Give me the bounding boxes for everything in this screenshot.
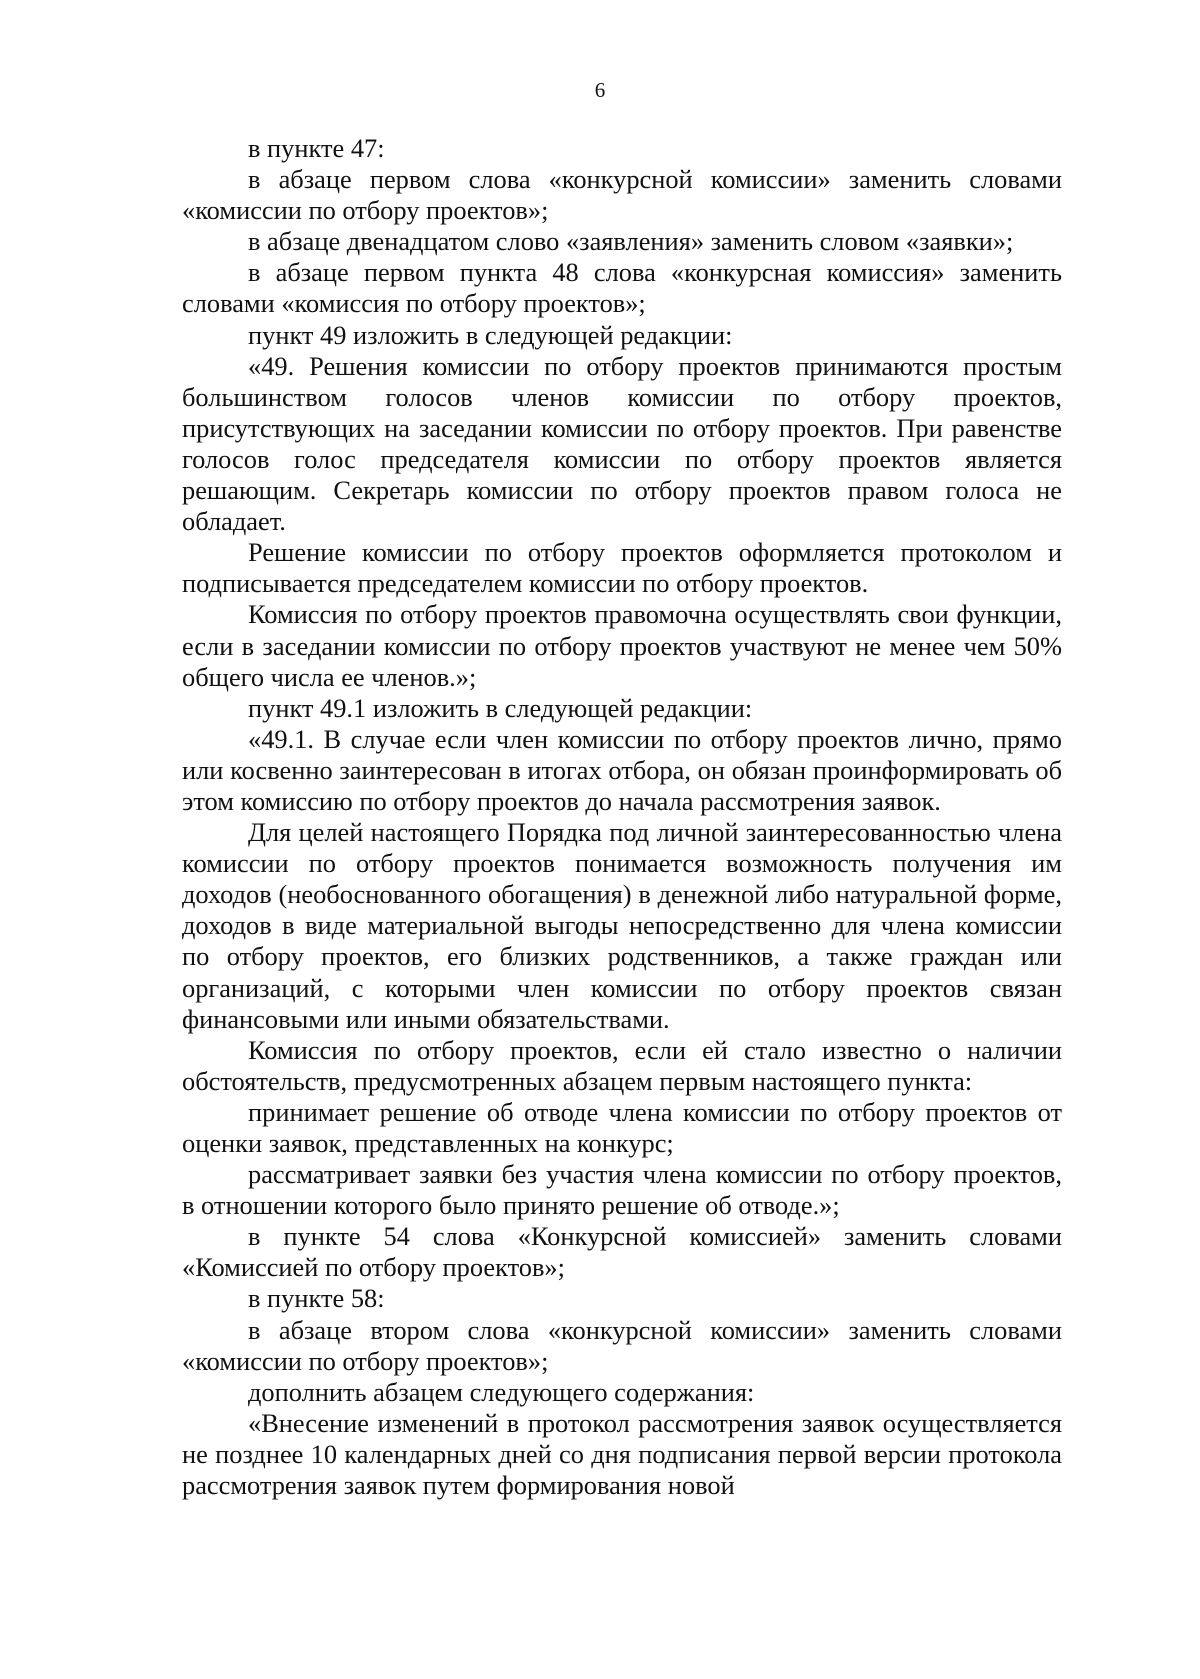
paragraph: дополнить абзацем следующего содержания: — [248, 1376, 755, 1407]
paragraph: в абзаце втором слова «конкурсной комиссии» заменить словами «комиссии по отбору проектов»; — [182, 1314, 1062, 1376]
paragraph: Для целей настоящего Порядка под личной заинтересованностью члена комиссии по отбору проектов понимается возможность получения им доходов (необоснованного обогащения) в денежной либо натуральной форме, доходов в виде материальной выгоды непосредственно для члена комиссии по отбору проектов, его близких родственников, а также граждан или организаций, с которыми член комиссии по отбору проектов связан финансовыми или иными обязательствами. — [182, 817, 1062, 1034]
paragraph: «Внесение изменений в протокол рассмотрения заявок осуществляется не позднее 10 календарных дней со дня подписания первой версии протокола рассмотрения заявок путем формирования новой — [182, 1407, 1062, 1501]
paragraph: в абзаце первом пункта 48 слова «конкурсная комиссия» заменить словами «комиссия по отбору проектов»; — [182, 257, 1062, 319]
paragraph: Комиссия по отбору проектов правомочна осуществлять свои функции, если в заседании комиссии по отбору проектов участвуют не менее чем 50% общего числа ее членов.»; — [182, 599, 1062, 692]
paragraph: «49. Решения комиссии по отбору проектов принимаются простым большинством голосов членов комиссии по отбору проектов, присутствующих на заседании комиссии по отбору проектов. При равенстве голосов голос председателя комиссии по отбору проектов является решающим. Секретарь комиссии по отбору проектов правом голоса не обладает. — [182, 350, 1062, 537]
paragraph: в абзаце первом слова «конкурсной комиссии» заменить словами «комиссии по отбору проектов»; — [182, 164, 1062, 226]
paragraph: в пункте 47: — [248, 133, 385, 163]
paragraph: Решение комиссии по отбору проектов оформляется протоколом и подписывается председателем комиссии по отбору проектов. — [182, 537, 1062, 599]
paragraph: в абзаце двенадцатом слово «заявления» заменить словом «заявки»; — [248, 226, 1014, 257]
paragraph: принимает решение об отводе члена комиссии по отбору проектов от оценки заявок, представленных на конкурс; — [182, 1096, 1062, 1158]
paragraph: рассматривает заявки без участия члена комиссии по отбору проектов, в отношении которого было принято решение об отводе.»; — [182, 1159, 1062, 1221]
paragraph: Комиссия по отбору проектов, если ей стало известно о наличии обстоятельств, предусмотренных абзацем первым настоящего пункта: — [182, 1034, 1062, 1096]
paragraph: пункт 49.1 изложить в следующей редакции: — [248, 692, 753, 723]
document-body — [182, 133, 1062, 1501]
paragraph: пункт 49 изложить в следующей редакции: — [248, 319, 733, 350]
paragraph: в пункте 54 слова «Конкурсной комиссией» заменить словами «Комиссией по отбору проектов»; — [182, 1221, 1062, 1283]
paragraph: «49.1. В случае если член комиссии по отбору проектов лично, прямо или косвенно заинтересован в итогах отбора, он обязан проинформировать об этом комиссию по отбору проектов до начала рассмотрения заявок. — [182, 723, 1062, 816]
paragraph: в пункте 58: — [248, 1283, 385, 1314]
page-number: 6 — [594, 78, 606, 102]
